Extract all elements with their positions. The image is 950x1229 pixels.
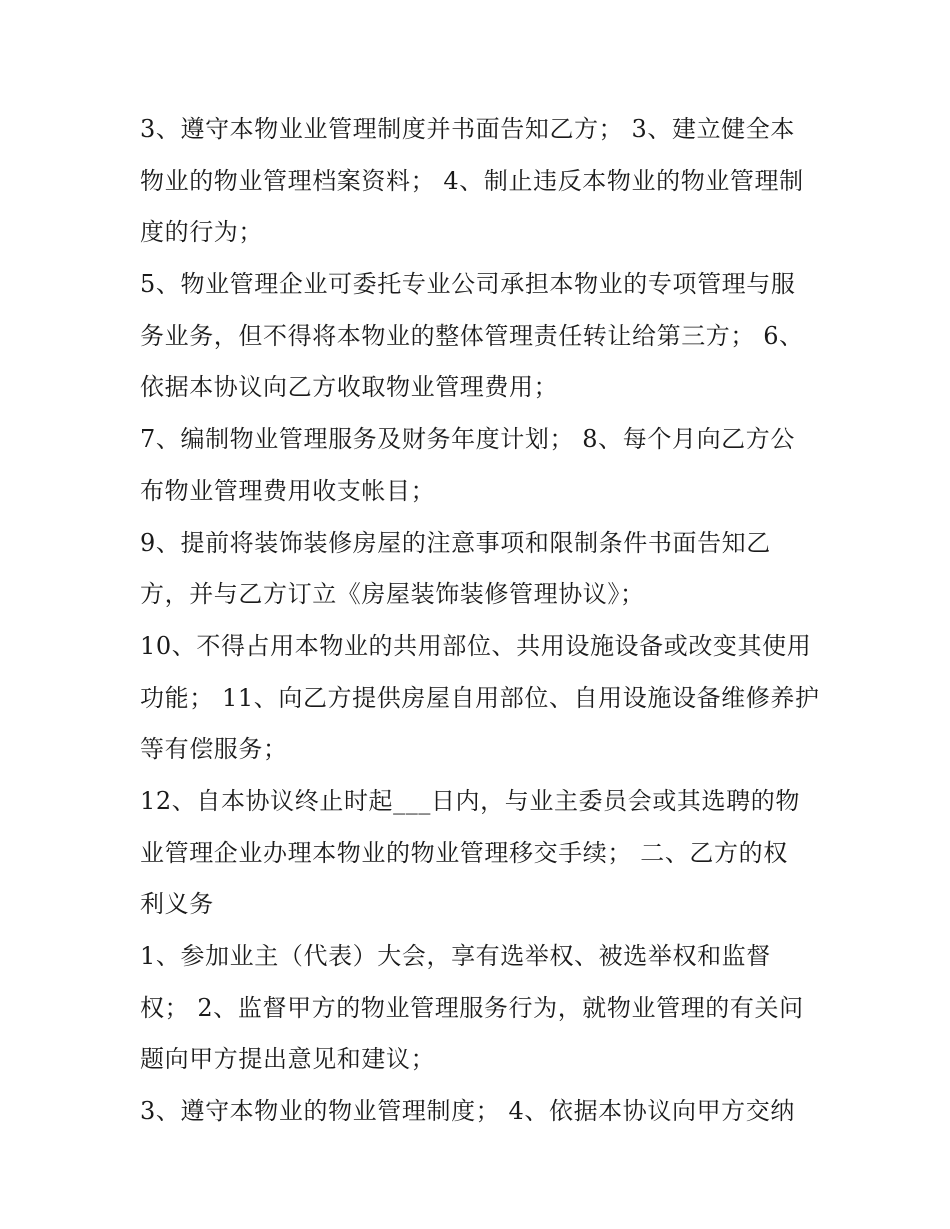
text-line: 度的行为； [140,218,263,247]
text-line: 3、遵守本物业业管理制度并书面告知乙方； 3、建立健全本 [140,115,795,143]
text-line: 1、参加业主（代表）大会，享有选举权、被选举权和监督 [140,942,771,970]
text-line: 权； 2、监督甲方的物业管理服务行为，就物业管理的有关问 [140,993,804,1022]
text-line: 7、编制物业管理服务及财务年度计划； 8、每个月向乙方公 [140,425,795,454]
text-line: 功能； 11、向乙方提供房屋自用部位、自用设施设备维修养护 [140,683,820,712]
text-line: 5、物业管理企业可委托专业公司承担本物业的专项管理与服 [140,270,796,299]
text-line: 方，并与乙方订立《房屋装饰装修管理协议》； [140,580,645,609]
text-line: 务业务，但不得将本物业的整体管理责任转让给第三方； 6、 [140,321,804,350]
text-line: 依据本协议向乙方收取物业管理费用； [140,373,559,402]
text-line: 业管理企业办理本物业的物业管理移交手续； 二、乙方的权 [140,838,788,867]
text-line: 等有偿服务； [140,735,288,764]
text-line: 利义务 [140,890,214,919]
text-line: 题向甲方提出意见和建议； [140,1045,436,1074]
document-body [140,104,820,1138]
text-line: 12、自本协议终止时起___日内，与业主委员会或其选聘的物 [140,786,800,815]
text-line: 9、提前将装饰装修房屋的注意事项和限制条件书面告知乙 [140,528,771,557]
text-line: 3、遵守本物业的物业管理制度； 4、依据本协议向甲方交纳 [140,1097,795,1126]
text-line: 物业的物业管理档案资料； 4、制止违反本物业的物业管理制 [140,166,804,195]
text-line: 布物业管理费用收支帐目； [140,476,436,505]
text-line: 10、不得占用本物业的共用部位、共用设施设备或改变其使用 [140,631,812,660]
